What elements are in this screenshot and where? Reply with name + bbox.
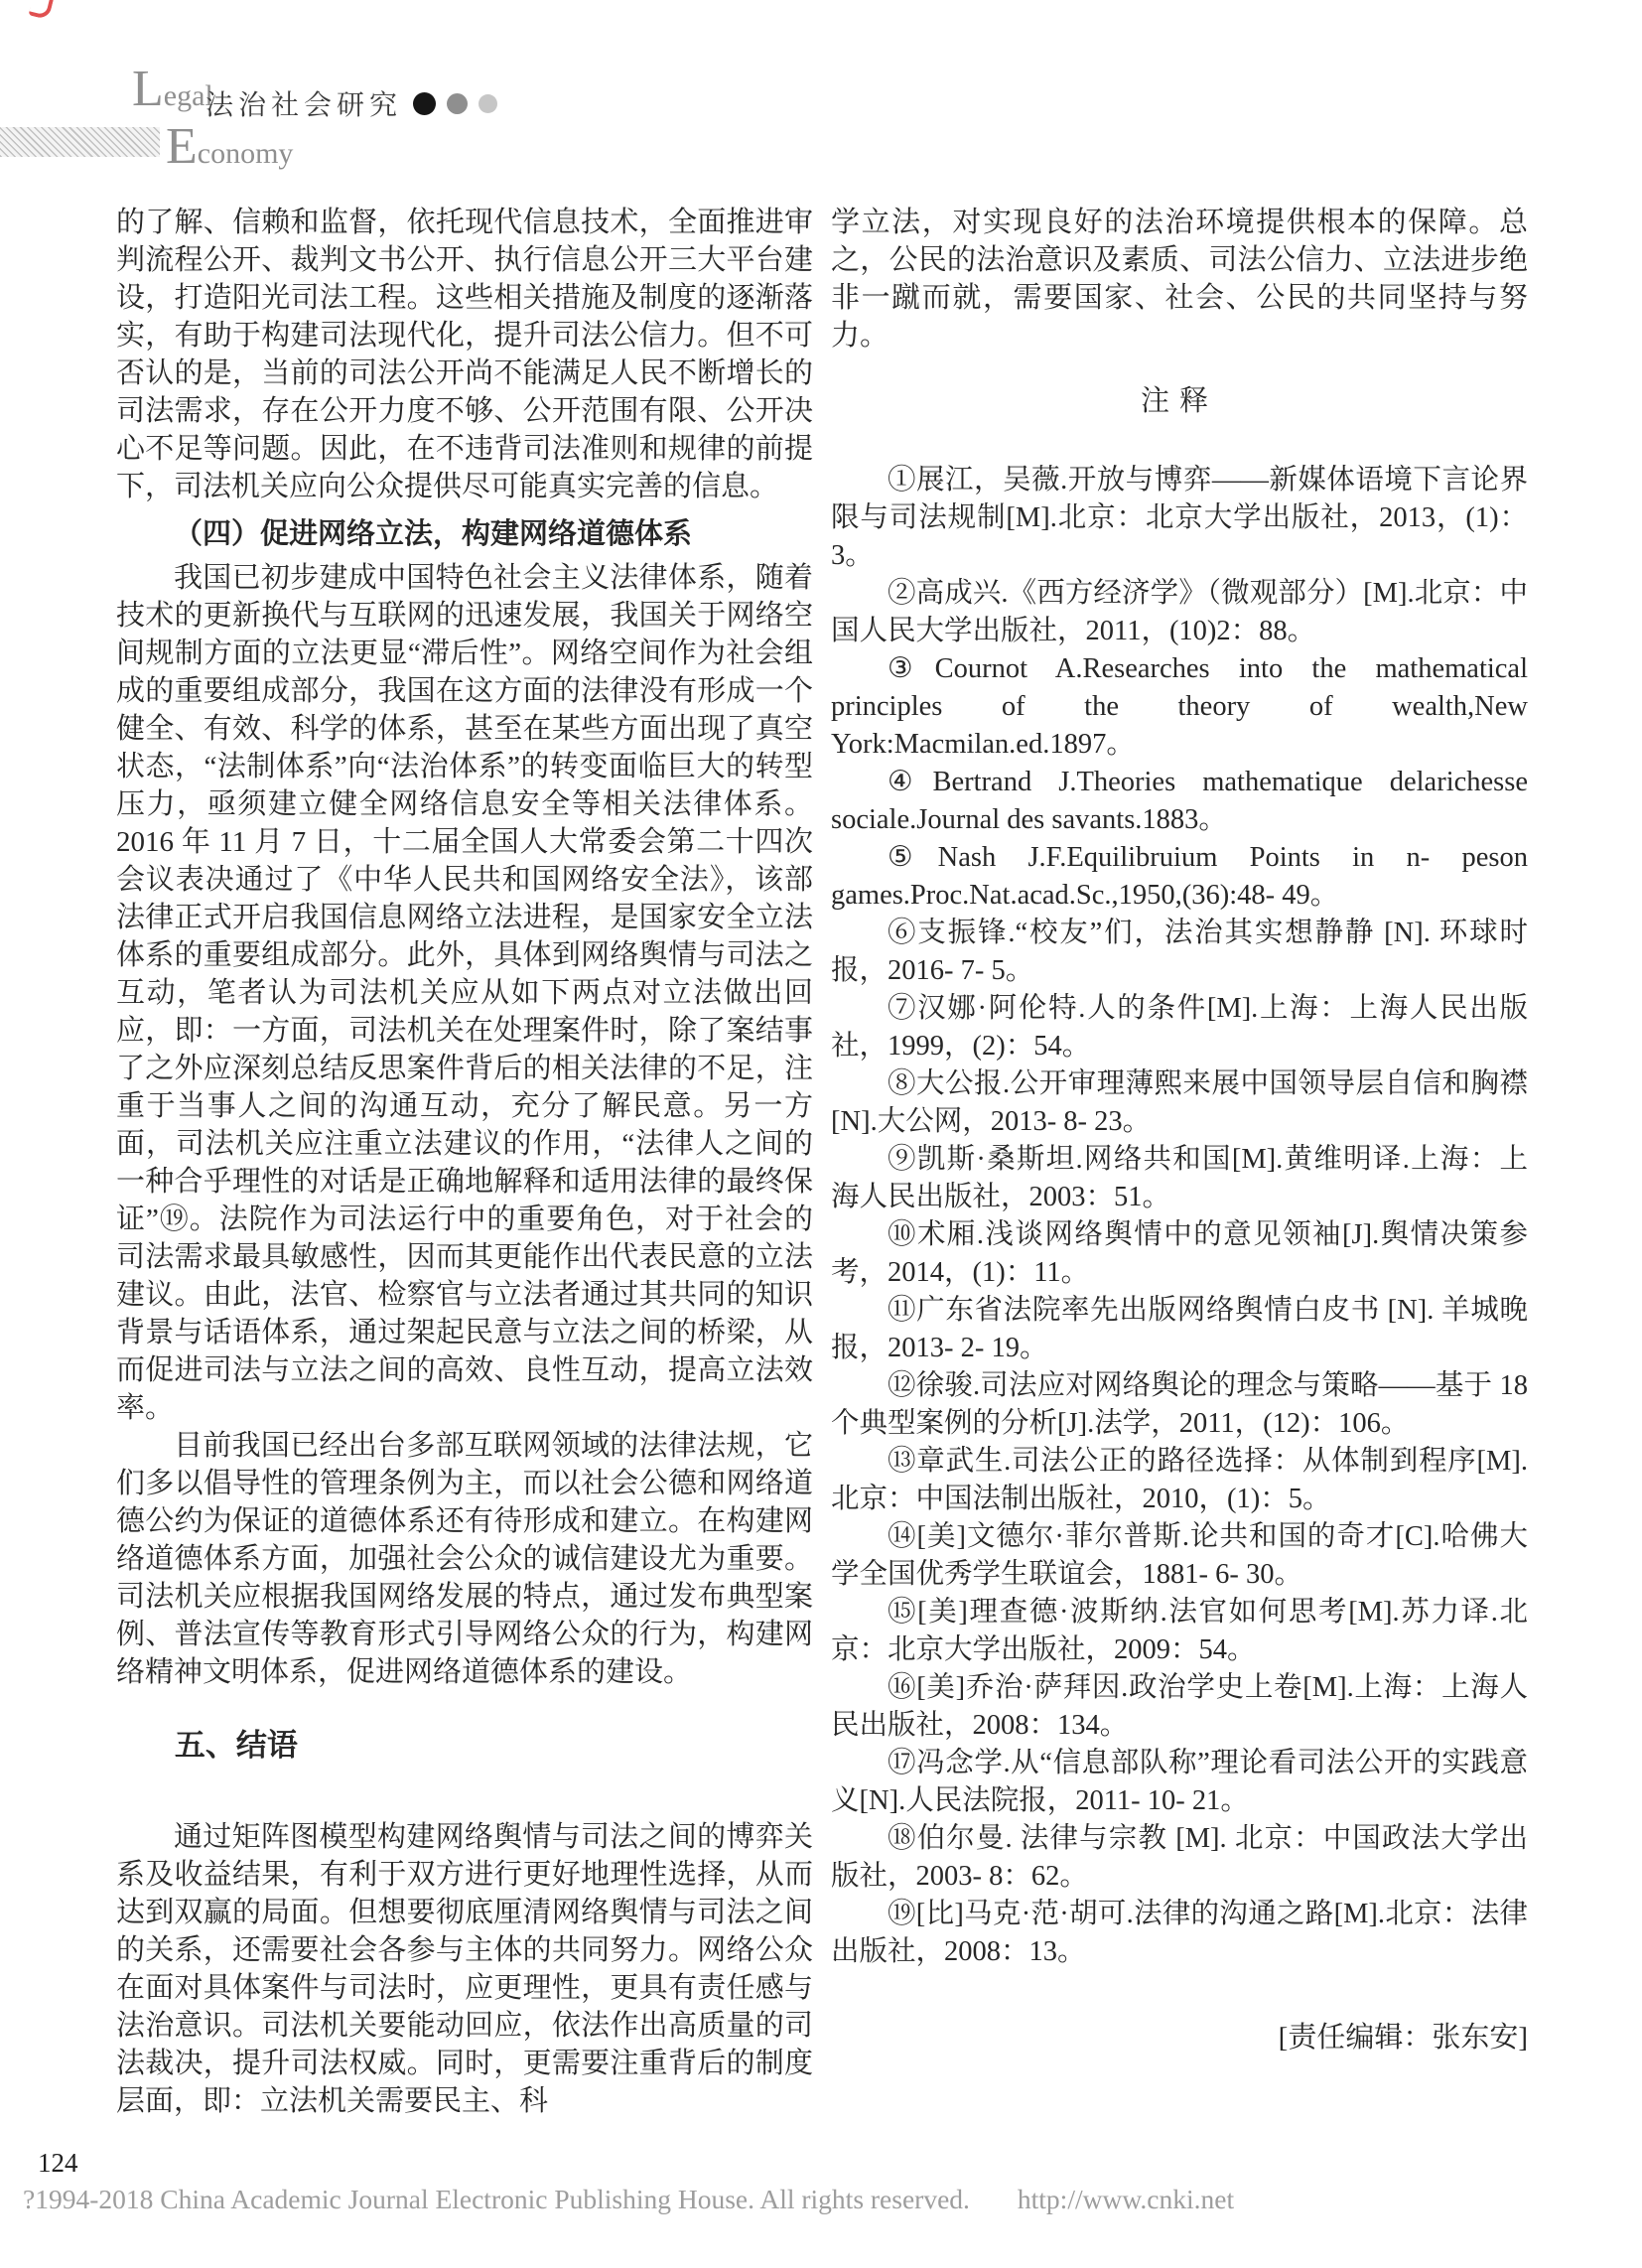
section-dot-icon <box>447 93 468 114</box>
section-heading: 五、结语 <box>174 1728 298 1763</box>
paragraph: 学立法，对实现良好的法治环境提供根本的保障。总之，公民的法治意识及素质、司法公信力、立法进步绝非一蹴而就，需要国家、社会、公民的共同坚持与努力。 <box>831 207 1528 352</box>
note-item: ①展江，吴薇.开放与博弈——新媒体语境下言论界限与司法规制[M].北京：北京大学出版社，2013，(1)：3。 <box>831 465 1528 571</box>
note-item: ⑪广东省法院率先出版网络舆情白皮书 [N]. 羊城晚报，2013- 2- 19。 <box>831 1295 1528 1363</box>
right-column <box>831 204 1528 2056</box>
editor-line: [责任编辑：张东安] <box>1278 2022 1528 2054</box>
note-item: ⑫徐骏.司法应对网络舆论的理念与策略——基于 18 个典型案例的分析[J].法学，2011，(12)：106。 <box>831 1370 1528 1439</box>
note-item: ⑭[美]文德尔·菲尔普斯.论共和国的奇才[C].哈佛大学全国优秀学生联谊会，1881- 6- 30。 <box>831 1521 1528 1590</box>
section-title-row <box>205 83 497 123</box>
red-scan-artifact <box>28 0 54 20</box>
notes-heading: 注释 <box>1140 385 1218 417</box>
note-item: ⑧大公报.公开审理薄熙来展中国领导层自信和胸襟[N].大公网，2013- 8- 23。 <box>831 1068 1528 1137</box>
sub-heading: （四）促进网络立法，构建网络道德体系 <box>174 518 693 550</box>
note-item: ⑦汉娜·阿伦特.人的条件[M].上海：上海人民出版社，1999，(2)：54。 <box>831 993 1528 1062</box>
journal-logo-legal <box>132 61 213 117</box>
note-item: ⑩术厢.浅谈网络舆情中的意见领袖[J].舆情决策参考，2014，(1)：11。 <box>831 1219 1528 1288</box>
logo-economy-initial: E <box>166 118 198 175</box>
copyright-line <box>23 2184 1234 2215</box>
paragraph: 通过矩阵图模型构建网络舆情与司法之间的博弈关系及收益结果，有利于双方进行更好地理性选择，从而达到双赢的局面。但想要彻底厘清网络舆情与司法之间的关系，还需要社会各参与主体的共同努力。网络公众在面对具体案件与司法时，应更理性，更具有责任感与法治意识。司法机关要能动回应，依法作出高质量的司法裁决，提升司法权威。同时，更需要注重背后的制度层面，即：立法机关需要民主、科 <box>116 1821 813 2117</box>
note-item: ⑬章武生.司法公正的路径选择：从体制到程序[M].北京：中国法制出版社，2010，(1)：5。 <box>831 1446 1528 1514</box>
note-item: ⑯[美]乔治·萨拜因.政治学史上卷[M].上海：上海人民出版社，2008：134。 <box>831 1672 1528 1741</box>
section-dot-icon <box>413 92 436 115</box>
cnki-url: http://www.cnki.net <box>1017 2184 1235 2214</box>
note-item: ④Bertrand J.Theories mathematique delarichesse sociale.Journal des savants.1883。 <box>831 767 1528 835</box>
note-item: ⑥支振锋.“校友”们，法治其实想静静 [N]. 环球时报，2016- 7- 5。 <box>831 918 1528 986</box>
logo-legal-rest: egal <box>163 79 213 112</box>
section-dot-icon <box>479 94 497 113</box>
section-title: 法治社会研究 <box>205 90 403 121</box>
logo-economy-rest: conomy <box>197 137 294 170</box>
page-number: 124 <box>38 2148 78 2178</box>
copyright-text: ?1994-2018 China Academic Journal Electronic Publishing House. All rights reserved. <box>23 2184 970 2214</box>
note-item: ⑲[比]马克·范·胡可.法律的沟通之路[M].北京：法律出版社，2008：13。 <box>831 1899 1528 1967</box>
note-item: ②高成兴.《西方经济学》（微观部分）[M].北京：中国人民大学出版社，2011，(10)2：88。 <box>831 578 1528 646</box>
note-item: ⑰冯念学.从“信息部队称”理论看司法公开的实践意义[N].人民法院报，2011- 10- 21。 <box>831 1748 1528 1816</box>
paragraph: 的了解、信赖和监督，依托现代信息技术，全面推进审判流程公开、裁判文书公开、执行信息公开三大平台建设，打造阳光司法工程。这些相关措施及制度的逐渐落实，有助于构建司法现代化，提升司法公信力。但不可否认的是，当前的司法公开尚不能满足人民不断增长的司法需求，存在公开力度不够、公开范围有限、公开决心不足等问题。因此，在不违背司法准则和规律的前提下，司法机关应向公众提供尽可能真实完善的信息。 <box>116 207 813 502</box>
header-hatch-decoration <box>0 127 160 157</box>
note-item: ⑨凯斯·桑斯坦.网络共和国[M].黄维明译.上海：上海人民出版社，2003：51。 <box>831 1144 1528 1212</box>
note-item: ⑱伯尔曼. 法律与宗教 [M]. 北京：中国政法大学出版社，2003- 8：62。 <box>831 1823 1528 1892</box>
note-item: ③Cournot A.Researches into the mathematical principles of the theory of wealth,New York:Macmilan.ed.1897。 <box>831 653 1528 760</box>
note-item: ⑮[美]理查德·波斯纳.法官如何思考[M].苏力译.北京：北京大学出版社，2009：54。 <box>831 1597 1528 1665</box>
note-item: ⑤Nash J.F.Equilibruium Points in n- peson games.Proc.Nat.acad.Sc.,1950,(36):48- 49。 <box>831 842 1528 911</box>
logo-legal-initial: L <box>132 61 164 117</box>
paragraph: 目前我国已经出台多部互联网领域的法律法规，它们多以倡导性的管理条例为主，而以社会公德和网络道德公约为保证的道德体系还有待形成和建立。在构建网络道德体系方面，加强社会公众的诚信建设尤为重要。司法机关应根据我国网络发展的特点，通过发布典型案例、普法宣传等教育形式引导网络公众的行为，构建网络精神文明体系，促进网络道德体系的建设。 <box>116 1430 813 1688</box>
paragraph: 我国已初步建成中国特色社会主义法律体系，随着技术的更新换代与互联网的迅速发展，我国关于网络空间规制方面的立法更显“滞后性”。网络空间作为社会组成的重要组成部分，我国在这方面的法律没有形成一个健全、有效、科学的体系，甚至在某些方面出现了真空状态，“法制体系”向“法治体系”的转变面临巨大的转型压力，亟须建立健全网络信息安全等相关法律体系。2016 年 11 月 7 日，十二届全国人大常委会第二十四次会议表决通过了《中华人民共和国网络安全法》，该部法律正式开启我国信息网络立法进程，是国家安全立法体系的重要组成部分。此外，具体到网络舆情与司法之互动，笔者认为司法机关应从如下两点对立法做出回应，即：一方面，司法机关在处理案件时，除了案结事了之外应深刻总结反思案件背后的相关法律的不足，注重于当事人之间的沟通互动，充分了解民意。另一方面，司法机关应注重立法建议的作用，“法律人之间的一种合乎理性的对话是正确地解释和适用法律的最终保证”⑲。法院作为司法运行中的重要角色，对于社会的司法需求最具敏感性，因而其更能作出代表民意的立法建议。由此，法官、检察官与立法者通过其共同的知识背景与话语体系，通过架起民意与立法之间的桥梁，从而促进司法与立法之间的高效、良性互动，提高立法效率。 <box>116 562 813 1424</box>
left-column <box>116 204 813 2120</box>
journal-logo-economy <box>166 118 294 175</box>
